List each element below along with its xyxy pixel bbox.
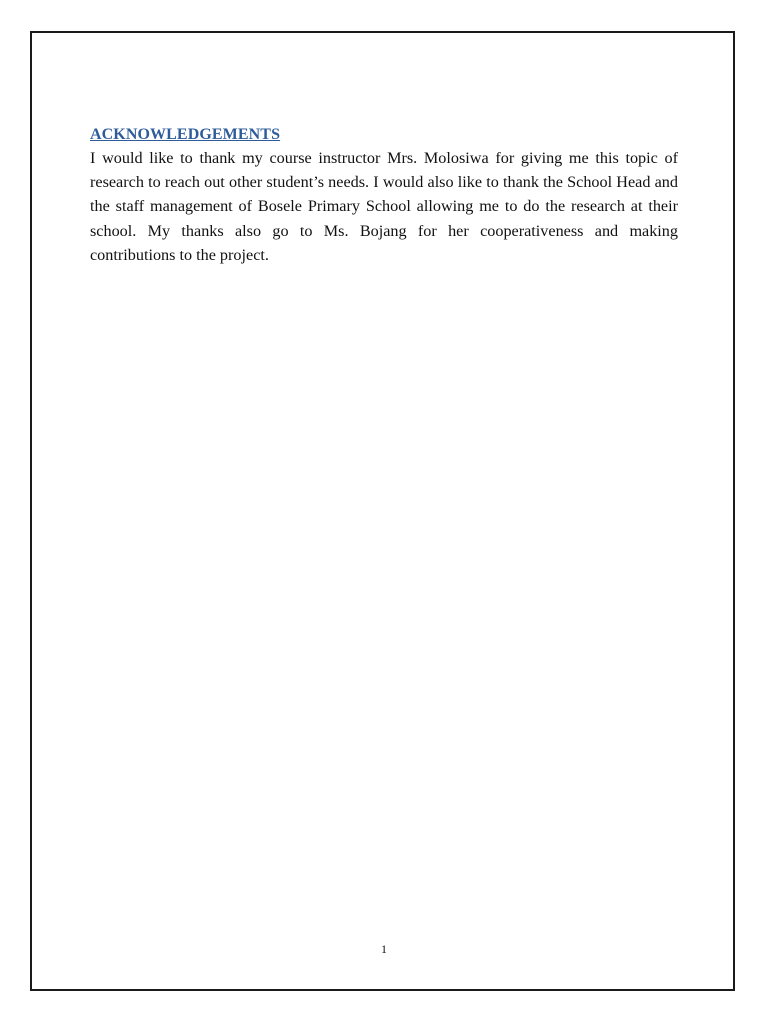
page-number: 1: [381, 942, 387, 956]
acknowledgement-paragraph: I would like to thank my course instructor Mrs. Molosiwa for giving me this topic of research to reach out other student’s needs. I would also like to thank the School Head and the staff management of Bosele Primary School allowing me to do the research at their school. My thanks also go to Ms. Bojang for her cooperativeness and making contributions to the project.: [90, 149, 678, 264]
page-content: [90, 124, 678, 267]
section-heading: ACKNOWLEDGEMENTS: [90, 126, 281, 143]
